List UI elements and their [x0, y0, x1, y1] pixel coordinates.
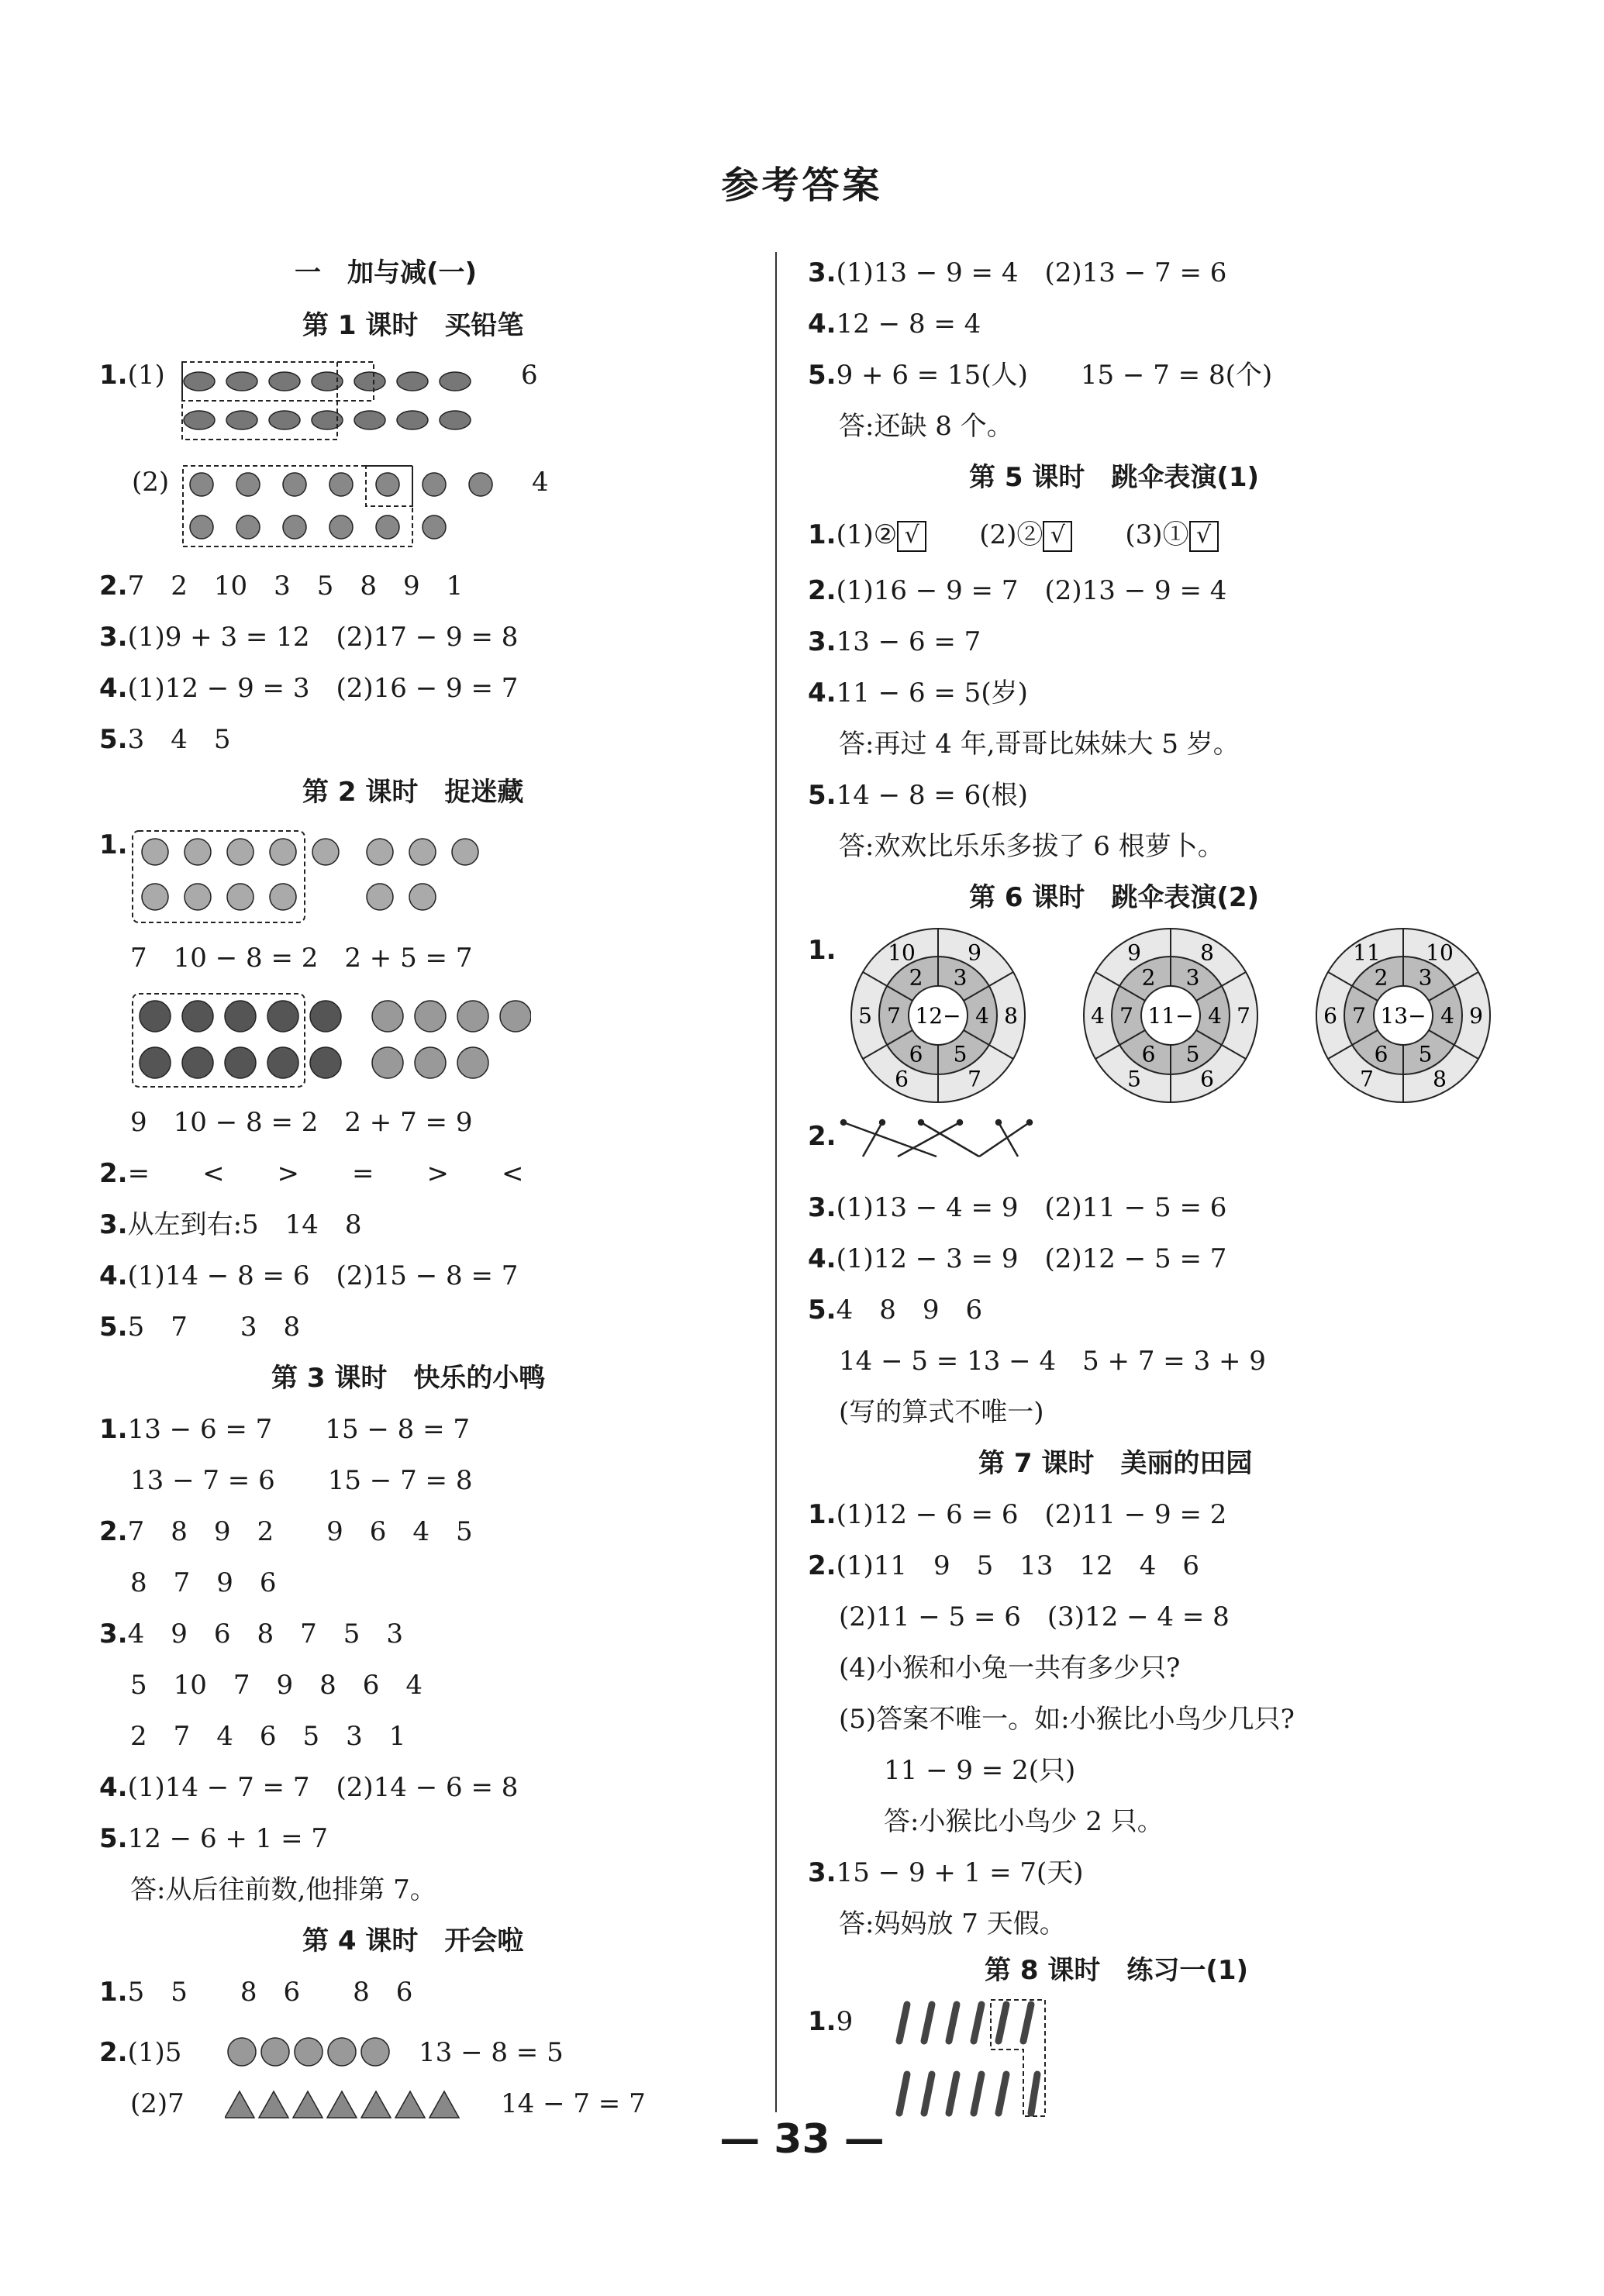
- page-title: 参考答案: [721, 164, 883, 207]
- wheel-outer-number: 5: [858, 1003, 872, 1029]
- wheel-inner-number: 4: [1208, 1003, 1222, 1029]
- l4-q2a-equation: 13 − 8 = 5: [419, 2037, 564, 2068]
- l7-q2b: (2)11 − 5 = 6 (3)12 − 4 = 8: [839, 1601, 1230, 1632]
- l7-q2d: (5)答案不唯一。如:小猴比小鸟少几只?: [839, 1704, 1295, 1735]
- lesson-7-heading: 第 7 课时 美丽的田园: [978, 1448, 1253, 1479]
- l3-q3c: 2 7 4 6 5 3 1: [130, 1721, 406, 1752]
- number-wheel: [1316, 929, 1490, 1102]
- l2-q2: 2.= < > = > <: [99, 1158, 524, 1189]
- l6-q5a: 5.4 8 9 6: [808, 1295, 983, 1326]
- page-number: — 33 —: [719, 2116, 885, 2163]
- wheel-inner-number: 6: [1141, 1041, 1156, 1067]
- l2-answer-1: 7 10 − 8 = 2 2 + 5 = 7: [130, 943, 473, 974]
- l3-q2a: 2.7 8 9 2 9 6 4 5: [99, 1516, 473, 1547]
- wheel-outer-number: 6: [1200, 1066, 1214, 1092]
- r-q3: 3.(1)13 − 9 = 4 (2)13 − 7 = 6: [808, 257, 1227, 288]
- l1-q4: 4.(1)12 − 9 = 3 (2)16 − 9 = 7: [99, 673, 519, 704]
- l3-q1b: 13 − 7 = 6 15 − 7 = 8: [130, 1465, 473, 1496]
- wheel-outer-number: 11: [1353, 939, 1381, 966]
- r-q5: 5.9 + 6 = 15(人) 15 − 7 = 8(个): [808, 360, 1273, 391]
- unit-heading: 一 加与减(一): [295, 257, 478, 288]
- number-wheel: [1084, 929, 1257, 1102]
- wheel-inner-number: 4: [1440, 1003, 1454, 1029]
- l5-q1: 1.(1)② √ (2)② √ (3)① √: [808, 518, 1219, 552]
- wheel-inner-number: 5: [1185, 1041, 1200, 1067]
- bees-figure: [180, 461, 505, 554]
- r-q4: 4.12 − 8 = 4: [808, 309, 981, 340]
- wheel-inner-number: 7: [1352, 1003, 1366, 1029]
- wheel-outer-number: 8: [1004, 1003, 1018, 1029]
- l3-q1a: 1.13 − 6 = 7 15 − 8 = 7: [99, 1414, 471, 1445]
- l2-q5: 5.5 7 3 8: [99, 1312, 301, 1343]
- l1-q2: 2.7 2 10 3 5 8 9 1: [99, 571, 464, 602]
- wheel-inner-number: 2: [1374, 964, 1388, 991]
- l5-q4-answer: 答:再过 4 年,哥哥比妹妹大 5 岁。: [839, 729, 1240, 760]
- wheel-inner-number: 6: [909, 1041, 923, 1067]
- wheel-inner-number: 7: [887, 1003, 901, 1029]
- r-q5-answer: 答:还缺 8 个。: [839, 411, 1013, 442]
- wheel-outer-number: 6: [895, 1066, 909, 1092]
- l2-answer-2: 9 10 − 8 = 2 2 + 7 = 9: [130, 1107, 473, 1138]
- wheel-center: 13−: [1380, 1003, 1426, 1029]
- l3-q3a: 3.4 9 6 8 7 5 3: [99, 1619, 404, 1650]
- l5-q2: 2.(1)16 − 9 = 7 (2)13 − 9 = 4: [808, 575, 1227, 606]
- wheel-inner-number: 3: [1418, 964, 1433, 991]
- wheel-inner-number: 2: [1141, 964, 1156, 991]
- lesson-1-heading: 第 1 课时 买铅笔: [302, 310, 524, 341]
- l5-q3: 3.13 − 6 = 7: [808, 626, 981, 657]
- wheel-inner-number: 4: [975, 1003, 989, 1029]
- l7-q2c: (4)小猴和小兔一共有多少只?: [839, 1653, 1181, 1684]
- l5-q5: 5.14 − 8 = 6(根): [808, 780, 1028, 811]
- l2-q4: 4.(1)14 − 8 = 6 (2)15 − 8 = 7: [99, 1260, 519, 1291]
- wheel-outer-number: 8: [1200, 939, 1214, 966]
- wheel-outer-number: 10: [888, 939, 916, 966]
- l8-q1: 1.9: [808, 2006, 854, 2037]
- wheel-outer-number: 4: [1091, 1003, 1105, 1029]
- l6-q3: 3.(1)13 − 4 = 9 (2)11 − 5 = 6: [808, 1192, 1227, 1223]
- flowers-figure: [128, 825, 485, 926]
- wheel-outer-number: 9: [968, 939, 981, 966]
- lesson-2-heading: 第 2 课时 捉迷藏: [302, 777, 524, 808]
- l3-q5: 5.12 − 6 + 1 = 7: [99, 1823, 329, 1854]
- circles-figure: [225, 2032, 403, 2071]
- l6-q4: 4.(1)12 − 3 = 9 (2)12 − 5 = 7: [808, 1243, 1227, 1274]
- l6-q5c: (写的算式不唯一): [839, 1397, 1044, 1428]
- column-divider: [775, 252, 777, 2112]
- l4-q2b-equation: 14 − 7 = 7: [501, 2088, 646, 2119]
- l3-q4: 4.(1)14 − 7 = 7 (2)14 − 6 = 8: [99, 1772, 519, 1803]
- lesson-5-heading: 第 5 课时 跳伞表演(1): [969, 462, 1260, 493]
- l1-q3: 3.(1)9 + 3 = 12 (2)17 − 9 = 8: [99, 622, 519, 653]
- l1-q1-2-answer: 4: [532, 467, 549, 498]
- l2-q1-number: 1.: [99, 829, 128, 860]
- l7-q3: 3.15 − 9 + 1 = 7(天): [808, 1857, 1084, 1888]
- wheel-outer-number: 7: [968, 1066, 981, 1092]
- l3-q2b: 8 7 9 6: [130, 1567, 277, 1598]
- wheel-outer-number: 8: [1433, 1066, 1447, 1092]
- lesson-8-heading: 第 8 课时 练习一(1): [985, 1955, 1249, 1986]
- leaves-figure: [180, 358, 505, 443]
- l4-q2a: 2.(1)5: [99, 2037, 182, 2068]
- l2-q3: 3.从左到右:5 14 8: [99, 1209, 362, 1240]
- l1-q5: 5.3 4 5: [99, 724, 231, 755]
- wheel-center: 11−: [1147, 1003, 1194, 1029]
- wheel-center: 12−: [915, 1003, 961, 1029]
- l7-q1: 1.(1)12 − 6 = 6 (2)11 − 9 = 2: [808, 1499, 1227, 1530]
- wheel-inner-number: 5: [953, 1041, 968, 1067]
- wheel-outer-number: 9: [1469, 1003, 1483, 1029]
- l7-q2f: 答:小猴比小鸟少 2 只。: [884, 1806, 1164, 1837]
- wheel-outer-number: 5: [1127, 1066, 1141, 1092]
- wheel-inner-number: 3: [1185, 964, 1200, 991]
- matching-lines: [836, 1116, 1037, 1163]
- number-wheel: [851, 929, 1025, 1102]
- wheel-inner-number: 2: [909, 964, 923, 991]
- lesson-4-heading: 第 4 课时 开会啦: [302, 1925, 524, 1956]
- l6-q2-number: 2.: [808, 1121, 836, 1152]
- l7-q3-answer: 答:妈妈放 7 天假。: [839, 1908, 1066, 1939]
- l3-q3b: 5 10 7 9 8 6 4: [130, 1670, 423, 1701]
- wheel-outer-number: 7: [1360, 1066, 1374, 1092]
- wheel-outer-number: 6: [1323, 1003, 1337, 1029]
- l5-q4: 4.11 − 6 = 5(岁): [808, 677, 1028, 708]
- lesson-3-heading: 第 3 课时 快乐的小鸭: [271, 1363, 546, 1394]
- apples-figure: [128, 989, 531, 1090]
- l1-q1-2: (2): [132, 467, 170, 498]
- wheel-inner-number: 7: [1119, 1003, 1133, 1029]
- lesson-6-heading: 第 6 课时 跳伞表演(2): [969, 882, 1260, 913]
- l4-q2b: (2)7: [130, 2088, 185, 2119]
- l7-q2e: 11 − 9 = 2(只): [884, 1755, 1076, 1786]
- l3-q5-answer: 答:从后往前数,他排第 7。: [130, 1874, 436, 1905]
- number-wheels: [845, 922, 1582, 1116]
- wheel-inner-number: 6: [1374, 1041, 1388, 1067]
- wheel-inner-number: 3: [953, 964, 968, 991]
- wheel-outer-number: 7: [1237, 1003, 1250, 1029]
- l6-q1-number: 1.: [808, 935, 836, 966]
- wheel-outer-number: 10: [1426, 939, 1454, 966]
- l4-q1: 1.5 5 8 6 8 6: [99, 1977, 413, 2008]
- l5-q5-answer: 答:欢欢比乐乐多拔了 6 根萝卜。: [839, 831, 1224, 862]
- l1-q1-1-answer: 6: [521, 360, 538, 391]
- l6-q5b: 14 − 5 = 13 − 4 5 + 7 = 3 + 9: [839, 1346, 1266, 1377]
- sticks-figure: [884, 1998, 1070, 2122]
- l7-q2a: 2.(1)11 9 5 13 12 4 6: [808, 1550, 1200, 1581]
- l1-q1-1: 1.(1): [99, 360, 165, 391]
- wheel-inner-number: 5: [1418, 1041, 1433, 1067]
- wheel-outer-number: 9: [1127, 939, 1141, 966]
